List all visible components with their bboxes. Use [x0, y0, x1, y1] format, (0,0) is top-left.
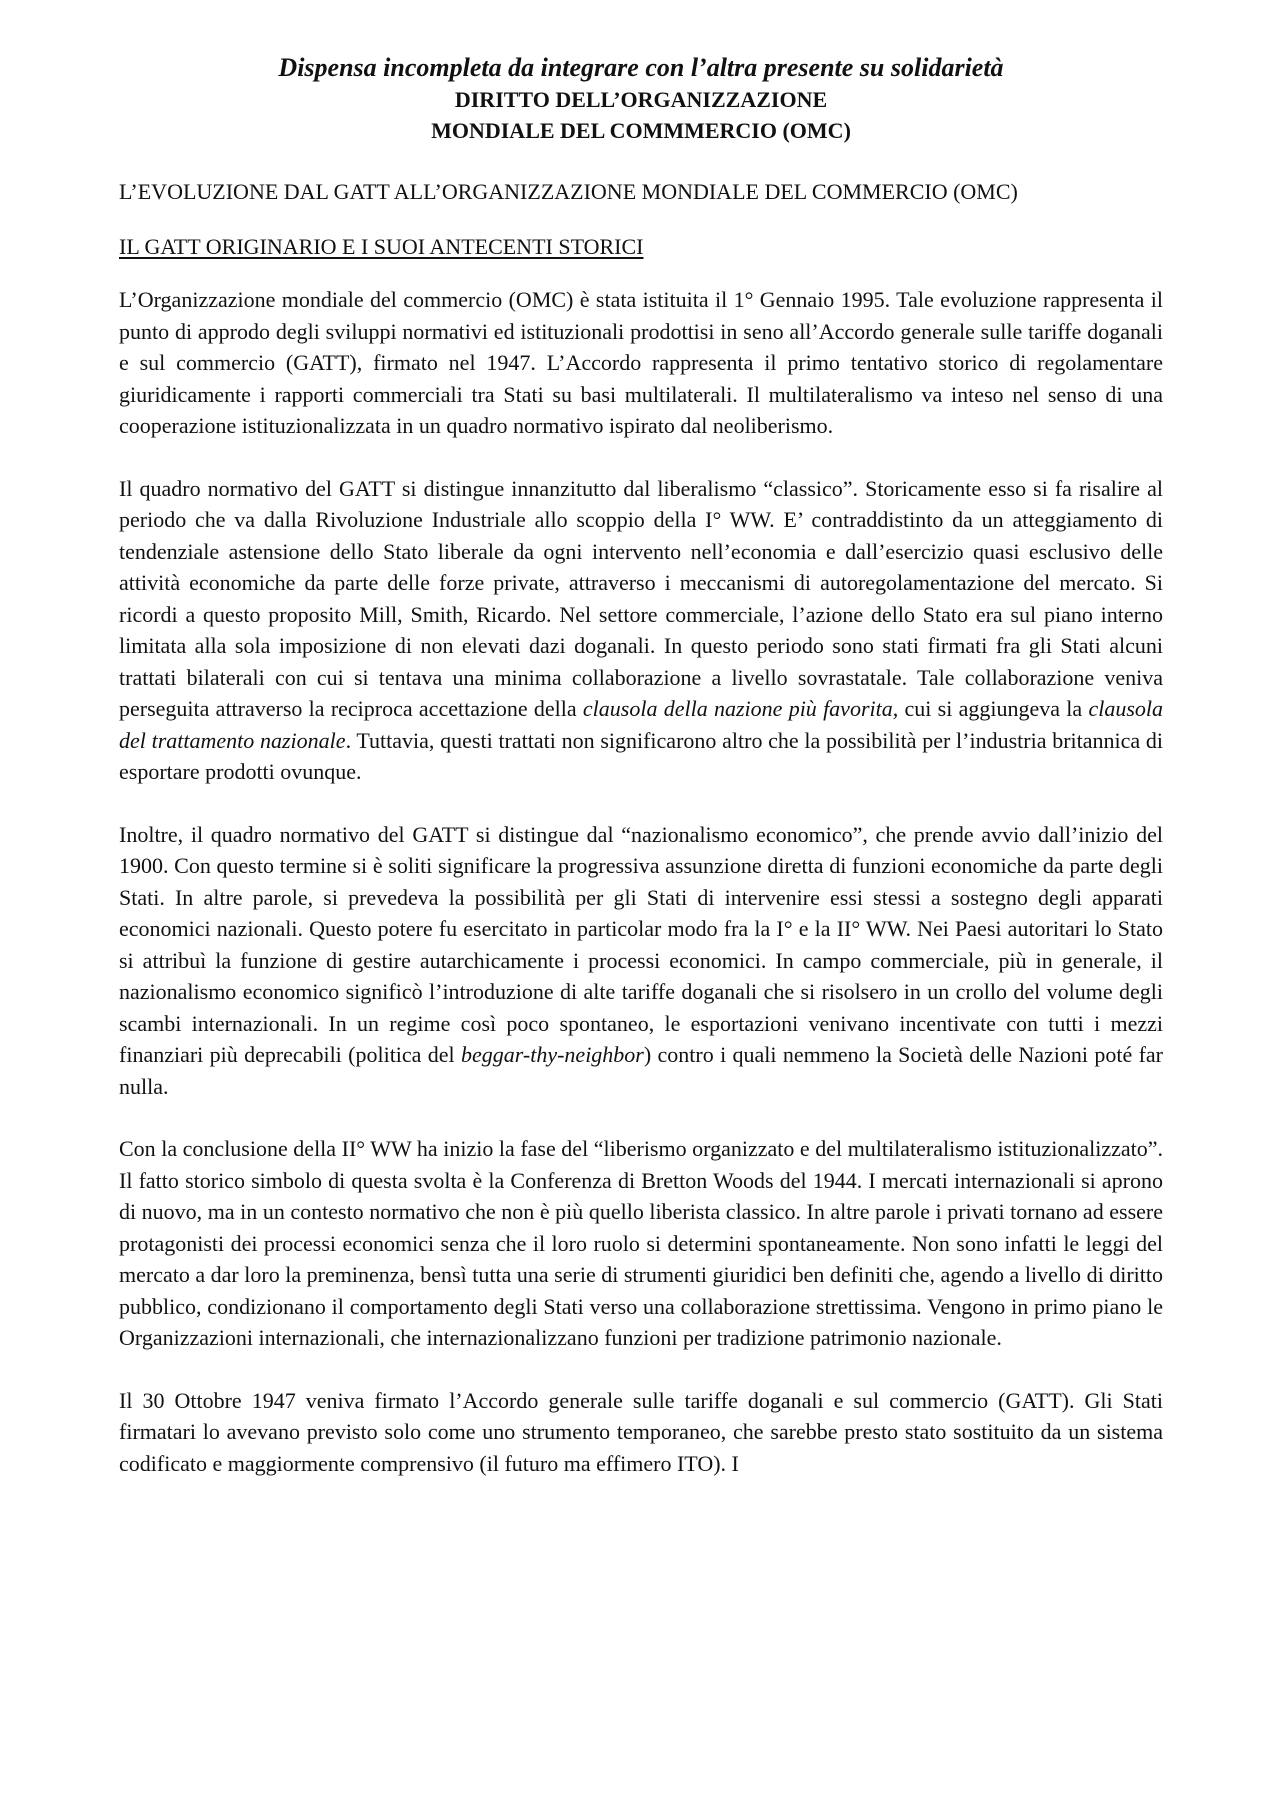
- title-block: [119, 52, 1163, 146]
- paragraph-3-italic-1: beggar-thy-neighbor: [461, 1042, 644, 1067]
- paragraph-2: [119, 473, 1163, 788]
- paragraph-4: Con la conclusione della II° WW ha inizio la fase del “liberismo organizzato e del multilateralismo istituzionalizzato”. Il fatto storico simbolo di questa svolta è la Conferenza di Bretton Woods del 1944. I mercati internazionali si aprono di nuovo, ma in un contesto normativo che non è più quello liberista classico. In altre parole i privati tornano ad essere protagonisti dei processi economici senza che il loro ruolo si determini spontaneamente. Non sono infatti le leggi del mercato a dar loro la preminenza, bensì tutta una serie di strumenti giuridici ben definiti che, agendo a livello di diritto pubblico, condizionano il comportamento degli Stati verso una collaborazione strettissima. Vengono in primo piano le Organizzazioni internazionali, che internazionalizzano funzioni per tradizione patrimonio nazionale.: [119, 1136, 1163, 1350]
- paragraph-2-text-3: . Tuttavia, questi trattati non significarono altro che la possibilità per l’industria britannica di esportare prodotti ovunque.: [119, 727, 1163, 784]
- paragraph-2-italic-2: clausola del trattamento nazionale: [119, 696, 1163, 753]
- section-subheading: IL GATT ORIGINARIO E I SUOI ANTECENTI STORICI: [119, 234, 644, 259]
- document-page: [119, 52, 1163, 1479]
- paragraph-2-text-2: cui si aggiungeva la: [898, 696, 1089, 721]
- document-title-line-2: MONDIALE DEL COMMMERCIO (OMC): [431, 118, 851, 143]
- paragraph-1: L’Organizzazione mondiale del commercio (OMC) è stata istituita il 1° Gennaio 1995. Tale evoluzione rappresenta il punto di approdo degli sviluppi normativi ed istituzionali prodottisi in seno all’Accordo generale sulle tariffe doganali e sul commercio (GATT), firmato nel 1947. L’Accordo rappresenta il primo tentativo storico di regolamentare giuridicamente i rapporti commerciali tra Stati su basi multilaterali. Il multilateralismo va inteso nel senso di una cooperazione istituzionalizzata in un quadro normativo ispirato dal neoliberismo.: [119, 287, 1163, 438]
- paragraph-3-text-1: Inoltre, il quadro normativo del GATT si distingue dal “nazionalismo economico”, che prende avvio dall’inizio del 1900. Con questo termine si è soliti significare la progressiva assunzione diretta di funzioni economiche da parte degli Stati. In altre parole, si prevedeva la possibilità per gli Stati di intervenire essi stessi a sostegno degli apparati economici nazionali. Questo potere fu esercitato in particolar modo fra la I° e la II° WW. Nei Paesi autoritari lo Stato si attribuì la funzione di gestire autarchicamente i processi economici. In campo commerciale, più in generale, il nazionalismo economico significò l’introduzione di alte tariffe doganali che si risolsero in un crollo del volume degli scambi internazionali. In un regime così poco spontaneo, le esportazioni venivano incentivate con tutti i mezzi finanziari più deprecabili (politica del: [119, 821, 1163, 1067]
- paragraph-3-text-2: ) contro i quali nemmeno la Società delle Nazioni poté far nulla.: [119, 1042, 1163, 1099]
- paragraph-5: Il 30 Ottobre 1947 veniva firmato l’Accordo generale sulle tariffe doganali e sul commercio (GATT). Gli Stati firmatari lo avevano previsto solo come uno strumento temporaneo, che sarebbe presto stato sostituito da un sistema codificato e maggiormente comprensivo (il futuro ma effimero ITO). I: [119, 1387, 1163, 1476]
- paragraph-2-text-1: Il quadro normativo del GATT si distingue innanzitutto dal liberalismo “classico”. Storicamente esso si fa risalire al periodo che va dalla Rivoluzione Industriale allo scoppio della I° WW. E’ contraddistinto da un atteggiamento di tendenziale astensione dello Stato liberale da ogni intervento nell’economia e dall’esercizio quasi esclusivo delle attività economiche da parte delle forze private, attraverso i meccanismi di autoregolamentazione del mercato. Si ricordi a questo proposito Mill, Smith, Ricardo. Nel settore commerciale, l’azione dello Stato era sul piano interno limitata alla sola imposizione di non elevati dazi doganali. In questo periodo sono stati firmati fra gli Stati alcuni trattati bilaterali con cui si tentava una minima collaborazione a livello sovrastatale. Tale collaborazione veniva perseguita attraverso la reciproca accettazione della: [119, 475, 1163, 721]
- section-heading: L’EVOLUZIONE DAL GATT ALL’ORGANIZZAZIONE MONDIALE DEL COMMERCIO (OMC): [119, 179, 1018, 204]
- paragraph-3: [119, 819, 1163, 1103]
- paragraph-2-italic-1: clausola della nazione più favorita,: [582, 696, 899, 721]
- document-subtitle: Dispensa incompleta da integrare con l’altra presente su solidarietà: [278, 53, 1004, 82]
- document-title-line-1: DIRITTO DELL’ORGANIZZAZIONE: [454, 87, 828, 112]
